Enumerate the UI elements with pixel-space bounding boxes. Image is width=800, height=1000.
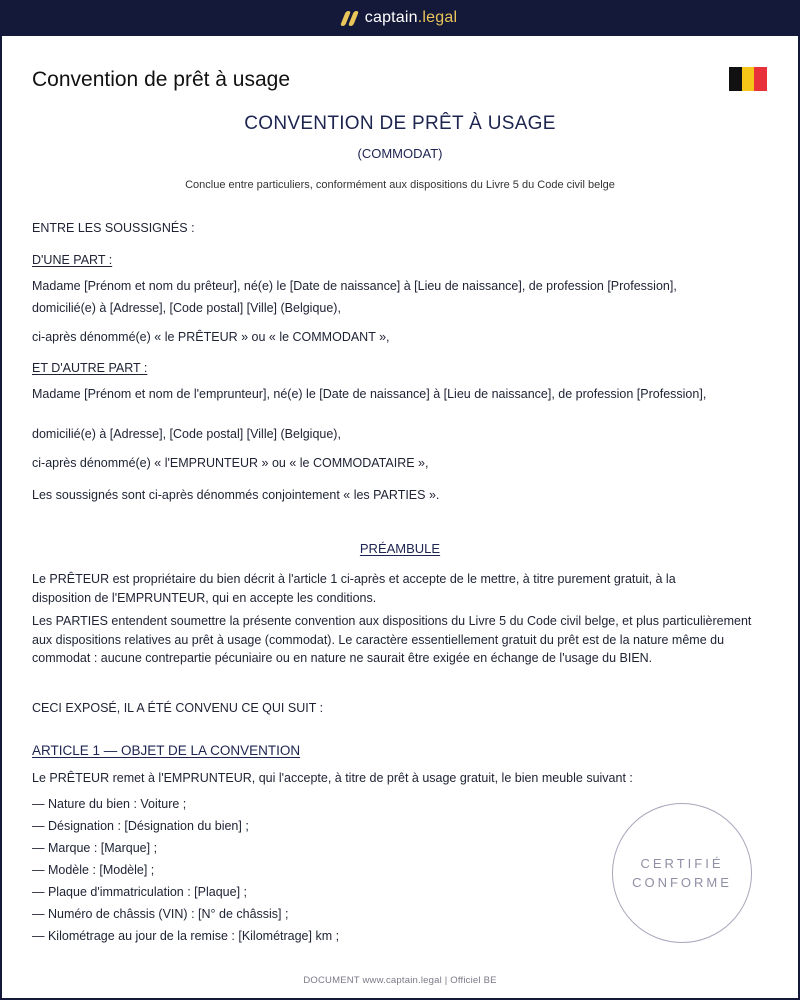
second-party-address: domicilié(e) à [Adresse], [Code postal] [Ville] (Belgique),: [32, 427, 341, 441]
parties-joint-designation: Les soussignés sont ci-après dénommés conjointement « les PARTIES ».: [32, 488, 440, 502]
list-item: — Désignation : [Désignation du bien] ;: [32, 819, 249, 833]
brand-name-tld: .legal: [417, 9, 458, 26]
stamp-line-2: CONFORME: [632, 875, 732, 890]
document-main-title: CONVENTION DE PRÊT À USAGE: [244, 113, 556, 134]
parties-heading: ENTRE LES SOUSSIGNÉS :: [32, 221, 195, 235]
preamble-paragraph-2: Les PARTIES entendent soumettre la présente convention aux dispositions du Livre 5 du Code civil belge, et plus particulièrement aux dispositions relatives au prêt à usage (commodat). Le caractère essentiellement gratuit du prêt est de la nature même du commodat : aucune contrepartie pécuniaire ou en nature ne saurait être exigée en échange de l'usage du BIEN.: [32, 614, 752, 665]
article-1-intro: Le PRÊTEUR remet à l'EMPRUNTEUR, qui l'accepte, à titre de prêt à usage gratuit, le bien meuble suivant :: [32, 771, 633, 785]
document-footer: DOCUMENT www.captain.legal | Officiel BE: [303, 975, 497, 986]
first-party-identity: Madame [Prénom et nom du prêteur], né(e) le [Date de naissance] à [Lieu de naissance], de profession [Profession],: [32, 279, 677, 293]
flag-stripe-black: [729, 67, 742, 91]
second-party-designation: ci-après dénommé(e) « l'EMPRUNTEUR » ou « le COMMODATAIRE »,: [32, 456, 429, 470]
article-1-title: ARTICLE 1 — OBJET DE LA CONVENTION: [32, 743, 301, 758]
list-item: — Plaque d'immatriculation : [Plaque] ;: [32, 885, 247, 899]
captain-logo-icon: [343, 10, 356, 26]
top-bar: [0, 0, 800, 36]
flag-stripe-red: [754, 67, 767, 91]
list-item: — Marque : [Marque] ;: [32, 841, 158, 855]
stamp-line-1: CERTIFIÉ: [640, 856, 724, 871]
list-item: — Nature du bien : Voiture ;: [32, 797, 187, 811]
second-party-label: ET D'AUTRE PART :: [32, 361, 148, 375]
page-title: Convention de prêt à usage: [32, 68, 291, 91]
list-item: — Kilométrage au jour de la remise : [Kilométrage] km ;: [32, 929, 340, 943]
first-party-address: domicilié(e) à [Adresse], [Code postal] [Ville] (Belgique),: [32, 301, 341, 315]
list-item: — Modèle : [Modèle] ;: [32, 863, 155, 877]
first-party-designation: ci-après dénommé(e) « le PRÊTEUR » ou « le COMMODANT »,: [32, 330, 390, 344]
document-body: [32, 38, 768, 998]
brand-name[interactable]: [365, 9, 457, 27]
preamble-closing: CECI EXPOSÉ, IL A ÉTÉ CONVENU CE QUI SUIT :: [32, 701, 324, 715]
first-party-label: D'UNE PART :: [32, 253, 113, 267]
certified-stamp: [612, 803, 752, 943]
flag-stripe-yellow: [742, 67, 755, 91]
belgium-flag-icon: [729, 67, 767, 91]
second-party-identity: Madame [Prénom et nom de l'emprunteur], né(e) le [Date de naissance] à [Lieu de naissance], de profession [Profession],: [32, 387, 707, 401]
document-subtitle: (COMMODAT): [357, 146, 443, 161]
list-item: — Numéro de châssis (VIN) : [N° de châssis] ;: [32, 907, 289, 921]
brand-name-main: captain: [364, 9, 418, 26]
preamble-title: PRÉAMBULE: [359, 541, 441, 556]
document-intro: Conclue entre particuliers, conformément aux dispositions du Livre 5 du Code civil belge: [185, 179, 615, 191]
preamble-paragraph-1: Le PRÊTEUR est propriétaire du bien décrit à l'article 1 ci-après et accepte de le mettre, à titre purement gratuit, à la disposition de l'EMPRUNTEUR, qui en accepte les conditions.: [32, 572, 676, 605]
